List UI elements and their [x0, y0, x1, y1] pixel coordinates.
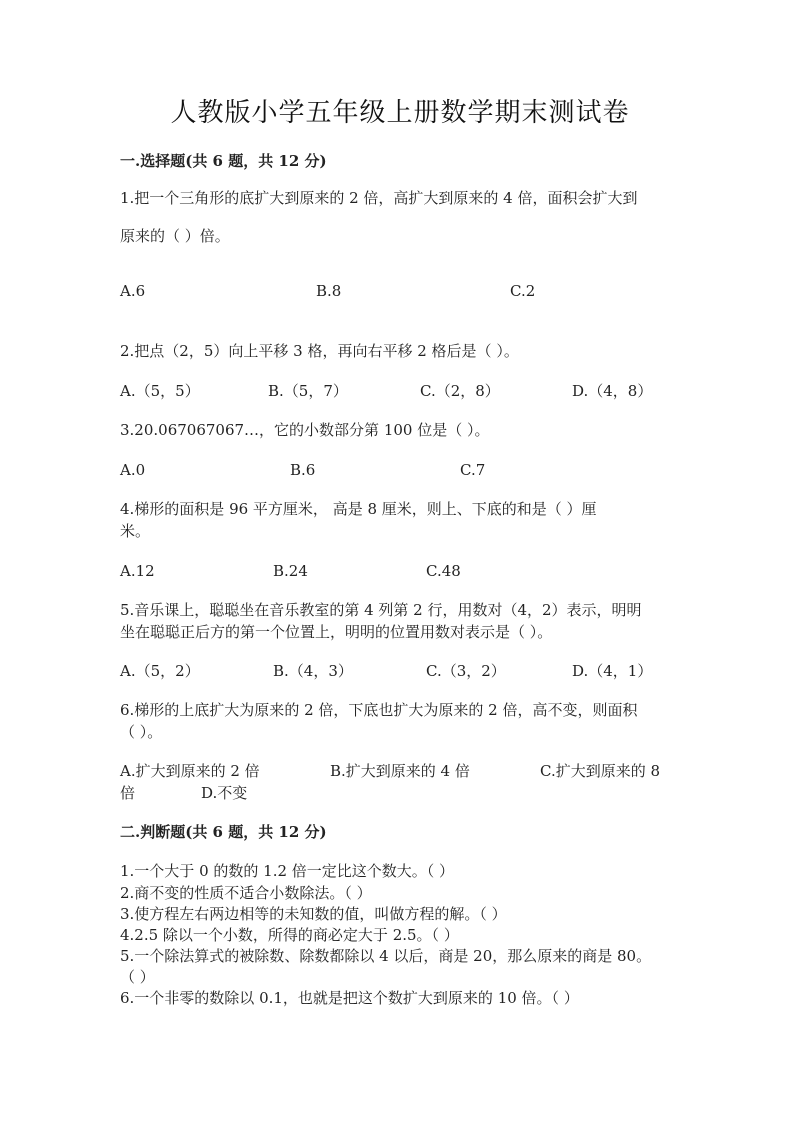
question-5-option-d: D.（4，1）: [572, 662, 653, 680]
question-4-line-1: 4.梯形的面积是 96 平方厘米， 高是 8 厘米，则上、下底的和是（ ）厘: [120, 500, 597, 518]
question-3-option-b: B.6: [290, 461, 316, 479]
question-2-option-c: C.（2，8）: [420, 382, 500, 400]
question-2-option-d: D.（4，8）: [572, 382, 653, 400]
question-3-option-a: A.0: [120, 461, 146, 479]
judgement-item-2: 2.商不变的性质不适合小数除法。（ ）: [120, 884, 372, 902]
question-4-option-b: B.24: [273, 562, 308, 580]
judgement-item-6: 6.一个非零的数除以 0.1，也就是把这个数扩大到原来的 10 倍。（ ）: [120, 989, 579, 1007]
question-3-line-1: 3.20.067067067…，它的小数部分第 100 位是（ ）。: [120, 421, 490, 439]
question-6-option-a: A.扩大到原来的 2 倍: [120, 762, 260, 780]
question-1-option-c: C.2: [510, 282, 536, 300]
question-1-line-2: 原来的（ ）倍。: [120, 227, 230, 245]
question-5-option-c: C.（3，2）: [426, 662, 506, 680]
page-title: 人教版小学五年级上册数学期末测试卷: [170, 98, 630, 128]
judgement-item-5: 5.一个除法算式的被除数、除数都除以 4 以后，商是 20，那么原来的商是 80。: [120, 947, 652, 965]
judgement-item-4: 4.2.5 除以一个小数，所得的商必定大于 2.5。（ ）: [120, 926, 459, 944]
question-2-option-b: B.（5，7）: [268, 382, 348, 400]
question-1-line-1: 1.把一个三角形的底扩大到原来的 2 倍，高扩大到原来的 4 倍，面积会扩大到: [120, 189, 638, 207]
judgement-item-5-wrap: （ ）: [120, 968, 155, 986]
question-2-line-1: 2.把点（2，5）向上平移 3 格，再向右平移 2 格后是（ ）。: [120, 342, 519, 360]
question-4-line-2: 米。: [120, 522, 151, 540]
question-6-option-d: D.不变: [201, 784, 248, 802]
question-3-option-c: C.7: [460, 461, 486, 479]
question-6-option-c: C.扩大到原来的 8: [540, 762, 661, 780]
question-6-option-c-wrap: 倍: [120, 784, 136, 802]
question-6-line-2: （ ）。: [120, 723, 163, 741]
question-1-option-b: B.8: [316, 282, 342, 300]
question-4-option-a: A.12: [120, 562, 155, 580]
question-5-option-a: A.（5，2）: [120, 662, 200, 680]
question-1-option-a: A.6: [120, 282, 146, 300]
judgement-item-3: 3.使方程左右两边相等的未知数的值，叫做方程的解。（ ）: [120, 905, 507, 923]
question-4-option-c: C.48: [426, 562, 461, 580]
question-5-option-b: B.（4，3）: [273, 662, 353, 680]
question-6-line-1: 6.梯形的上底扩大为原来的 2 倍，下底也扩大为原来的 2 倍，高不变，则面积: [120, 701, 638, 719]
section-2-heading: 二.判断题(共 6 题，共 12 分): [120, 823, 327, 841]
question-2-option-a: A.（5，5）: [120, 382, 200, 400]
question-5-line-1: 5.音乐课上，聪聪坐在音乐教室的第 4 列第 2 行，用数对（4，2）表示，明明: [120, 601, 642, 619]
question-5-line-2: 坐在聪聪正后方的第一个位置上，明明的位置用数对表示是（ ）。: [120, 623, 553, 641]
judgement-item-1: 1.一个大于 0 的数的 1.2 倍一定比这个数大。（ ）: [120, 862, 455, 880]
question-6-option-b: B.扩大到原来的 4 倍: [330, 762, 470, 780]
section-1-heading: 一.选择题(共 6 题，共 12 分): [120, 152, 327, 170]
